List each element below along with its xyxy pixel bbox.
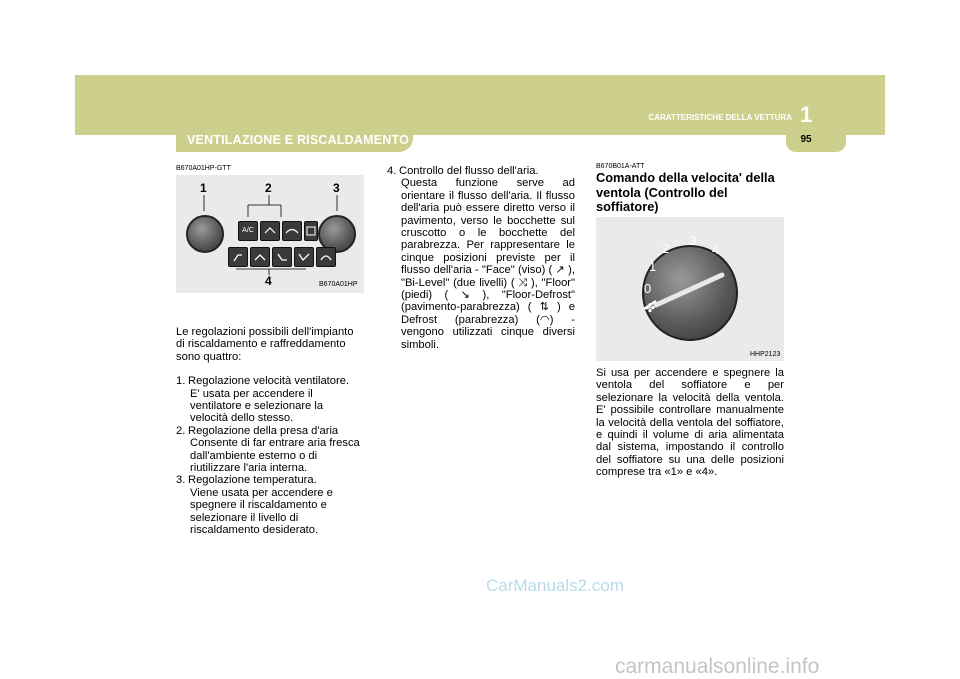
site-watermark: CarManuals2.com (486, 576, 624, 595)
list-item: 3. Regolazione temperatura. Viene usata per accendere e spegnere il riscaldamento e selezionare il livello di riscaldamento desiderato. (176, 474, 333, 537)
left-column-text (176, 326, 364, 537)
figure-id-left: B670A01HP (319, 281, 358, 288)
knob-label-4: 4 (712, 242, 720, 257)
footer-watermark: carmanualsonline.info (615, 655, 820, 678)
defrost-mode-icon: ◠ (539, 313, 550, 326)
chapter-number: 1 (800, 102, 813, 127)
bilevel-mode-icon (251, 248, 269, 266)
knob-label-3: 3 (689, 233, 697, 248)
callout-3: 3 (333, 181, 340, 195)
mode-bilevel-button (250, 247, 270, 267)
middle-column-text (387, 165, 575, 351)
face-mode-icon (229, 248, 247, 266)
fan-icon: ✤ (645, 301, 656, 315)
floor-mode-icon (273, 248, 291, 266)
mode-floor-button (272, 247, 292, 267)
floor-defrost-mode-icon (295, 248, 313, 266)
floor-mode-icon: ↘ (448, 289, 483, 302)
defrost-mode-icon (317, 248, 335, 266)
list-item: 1. Regolazione velocità ventilatore. E' usata per accendere il ventilatore e selezionare la velocità dello stesso. (176, 375, 350, 425)
callout-2: 2 (265, 181, 272, 195)
ref-code-right: B670B01A-ATT (596, 163, 645, 170)
knob-label-0: 0 (644, 281, 652, 296)
chapter-title: CARATTERISTICHE DELLA VETTURA (648, 113, 792, 122)
right-column-text (596, 367, 784, 479)
mode-defrost-button (316, 247, 336, 267)
list-item: 4. Controllo del flusso dell'aria. Questa funzione serve ad orientare il flusso dell'aria. Il flusso dell'aria può essere diretto verso il pavimento, verso le bocchette sul cruscotto o le bocchette del parabrezza. Per rappresentare le cinque posizioni previste per il flusso dell'aria - "Face" (viso) ( ↗ ), "Bi-Level" (due livelli) ( ⤨ ), "Floor" (piedi) ( ↘ ), "Floor-Defrost" (pavimento-parabrezza) ( ⇅ ) e Defrost (parabrezza) (◠) - vengono utilizzati cinque diversi simboli. (387, 165, 575, 351)
knob-label-2: 2 (662, 241, 670, 256)
header-band (75, 75, 885, 135)
recirculation-icon (261, 222, 279, 240)
blower-paragraph: Si usa per accendere e spegnere la ventola del soffiatore e per selezionare la velocità della ventola. E' possibile controllare manualmente la velocità della ventola del soffiatore, e quindi il volume di aria alimentata dal sistema, impostando il controllo del soffiatore su una delle posizioni comprese tra «1» e «4». (596, 367, 784, 479)
intro-paragraph: Le regolazioni possibili dell'impianto di riscaldamento e raffreddamento sono quattro: (176, 326, 354, 363)
callout-4: 4 (265, 274, 272, 288)
fan-speed-knob (186, 215, 224, 253)
recirc-button (260, 221, 280, 241)
mode-floor-defrost-button (294, 247, 314, 267)
section-heading: Comando della velocita' della ventola (Controllo del soffiatore) (596, 170, 775, 214)
callout-1: 1 (200, 181, 207, 195)
floor-defrost-mode-icon: ⇅ (531, 301, 557, 314)
face-mode-icon: ↗ (552, 264, 569, 277)
figure-id-right: HHP2123 (750, 351, 781, 358)
rear-defrost-icon (305, 222, 317, 240)
bilevel-mode-icon: ⤨ (514, 276, 531, 289)
ac-button: A/C (238, 221, 258, 241)
list-item: 2. Regolazione della presa d'aria Consente di far entrare aria fresca dall'ambiente esterno o di riutilizzare l'aria interna. (176, 424, 360, 475)
mode-face-button (228, 247, 248, 267)
blower-knob-figure (596, 217, 784, 361)
control-panel-figure (176, 175, 364, 293)
rear-defrost-button (304, 221, 318, 241)
knob-label-1: 1 (649, 259, 657, 274)
fresh-air-icon (283, 222, 301, 240)
page-number: 95 (800, 134, 812, 145)
ref-code-left: B670A01HP-GTT (176, 165, 231, 172)
fresh-air-button (282, 221, 302, 241)
section-title: VENTILAZIONE E RISCALDAMENTO (187, 133, 410, 147)
